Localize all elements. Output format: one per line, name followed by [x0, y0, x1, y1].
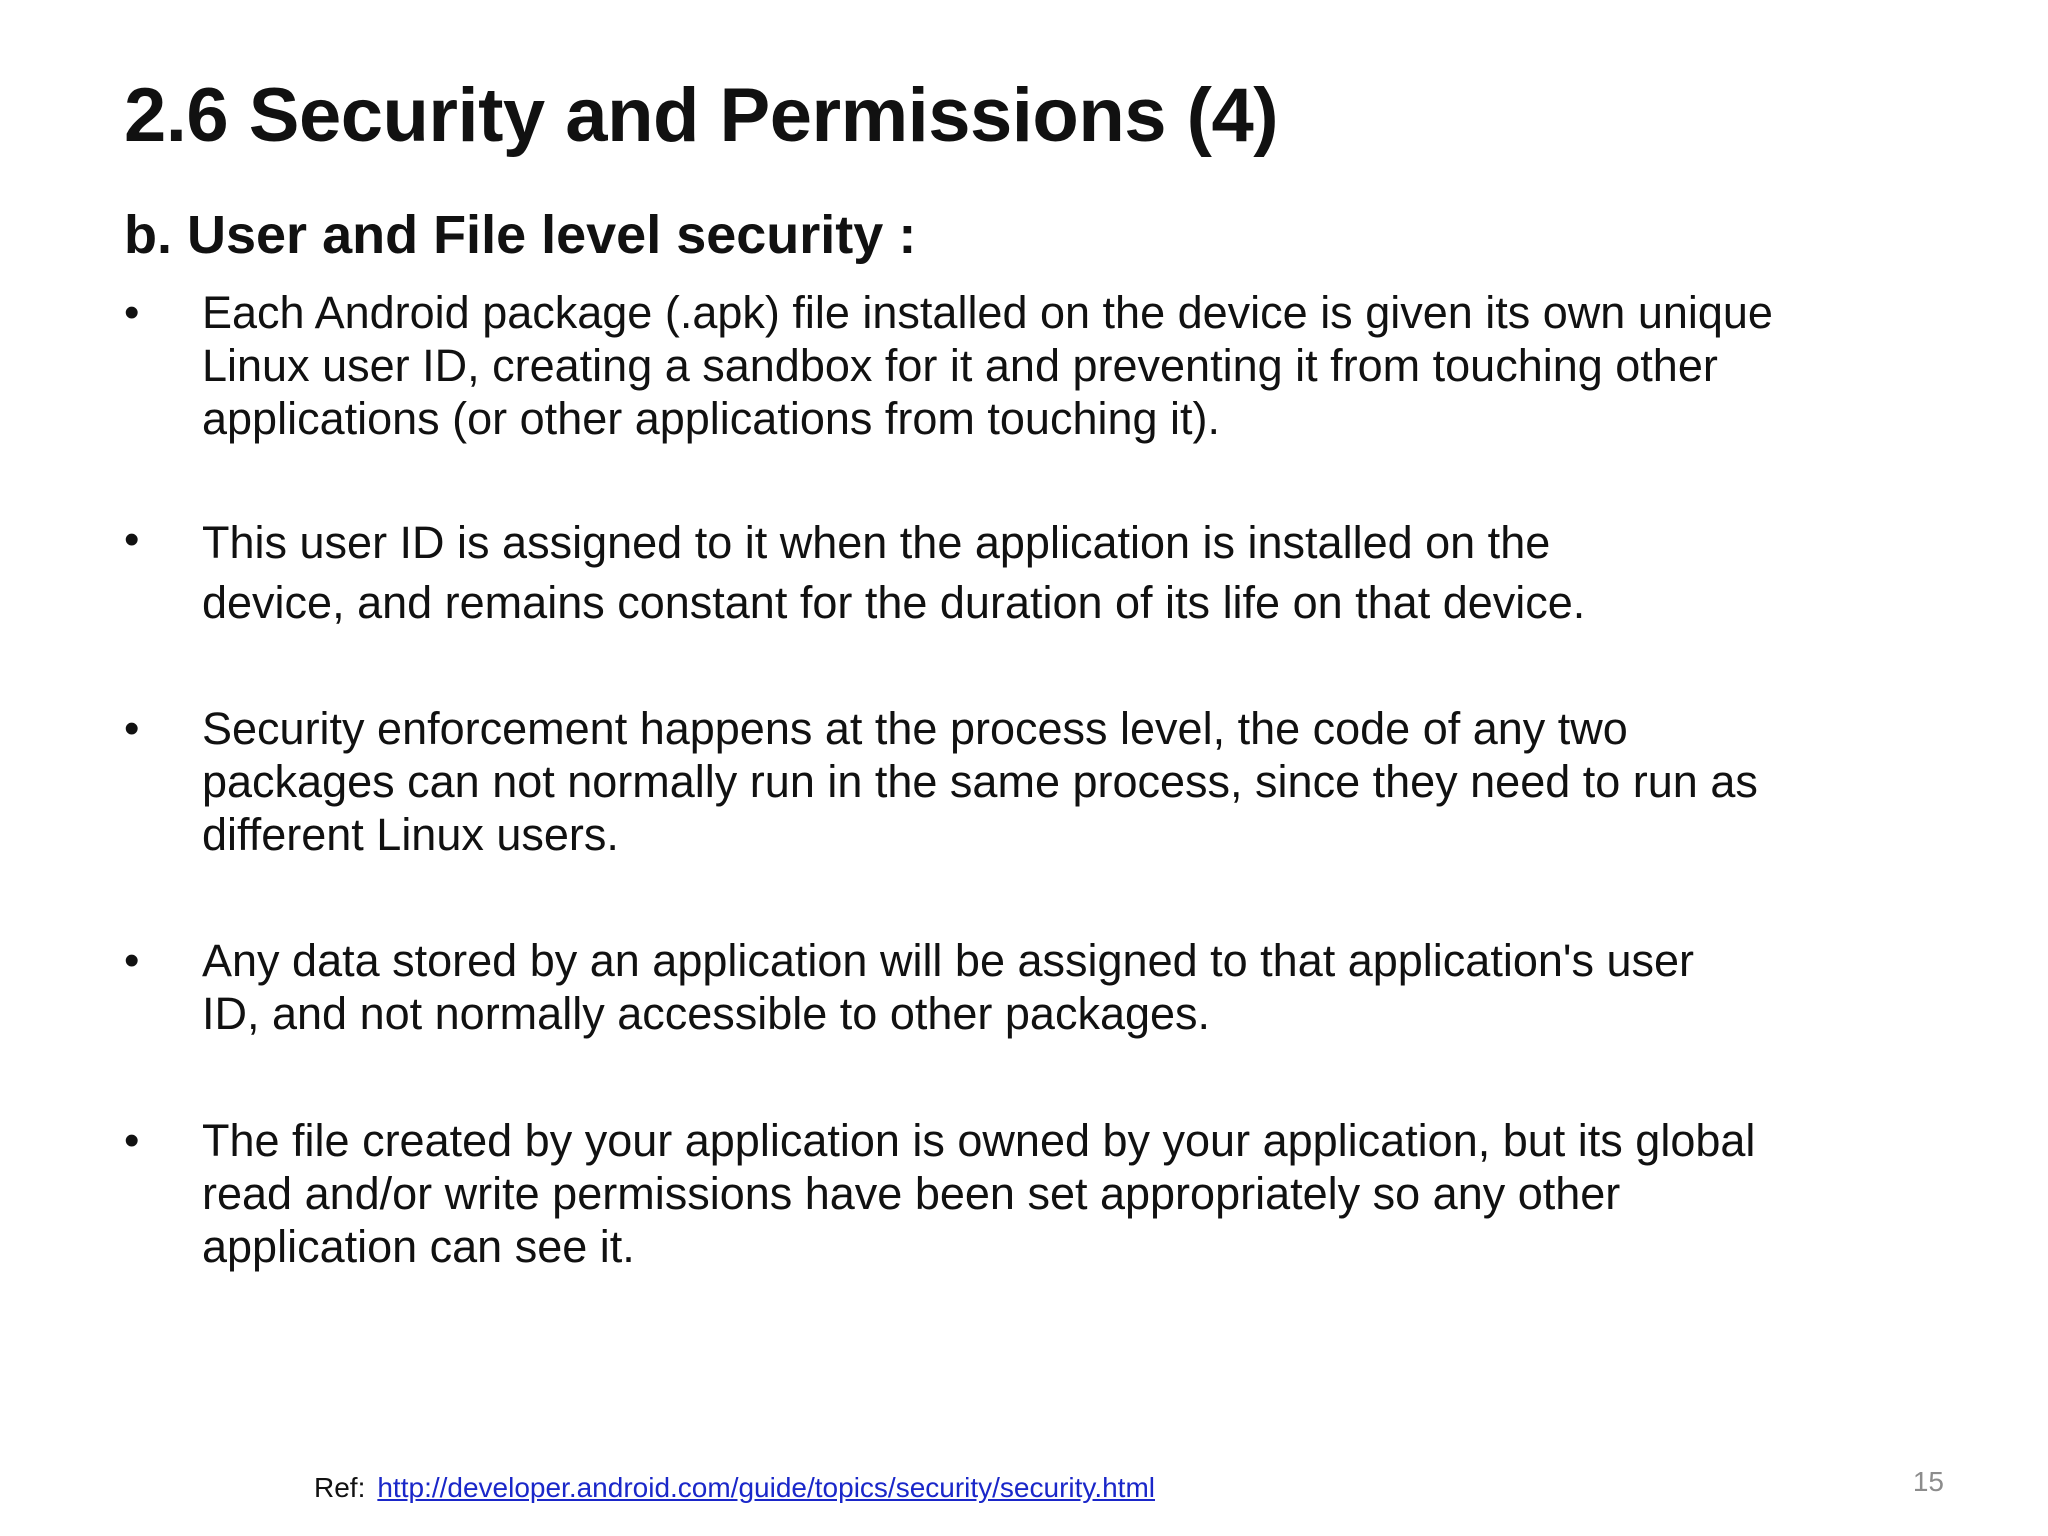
bullet-item: [124, 286, 1944, 445]
slide-subtitle: b. User and File level security :: [124, 205, 917, 265]
bullet-text: This user ID is assigned to it when the application is installed on the device, and remains constant for the duration of its life on that device.: [202, 517, 1586, 628]
bullet-item: [124, 934, 1944, 1040]
slide-title: 2.6 Security and Permissions (4): [124, 73, 1279, 158]
bullet-text: Each Android package (.apk) file installed on the device is given its own unique Linux user ID, creating a sandbox for it and preventing it from touching other applications (or other applications from touching it).: [202, 287, 1773, 444]
reference-link[interactable]: http://developer.android.com/guide/topics/security/security.html: [377, 1472, 1156, 1503]
bullet-text: The file created by your application is owned by your application, but its global read and/or write permissions have been set appropriately so any other application can see it.: [202, 1115, 1756, 1272]
bullet-item: [124, 1114, 1944, 1273]
bullet-icon: •: [124, 515, 140, 564]
bullet-text: Any data stored by an application will be assigned to that application's user ID, and not normally accessible to other packages.: [202, 935, 1695, 1039]
reference-label: Ref:: [314, 1472, 366, 1503]
bullet-icon: •: [124, 704, 140, 753]
bullet-icon: •: [124, 936, 140, 985]
reference: [314, 1472, 1155, 1504]
bullet-item: [124, 702, 1944, 861]
bullet-text: Security enforcement happens at the process level, the code of any two packages can not normally run in the same process, since they need to run as different Linux users.: [202, 703, 1758, 860]
bullet-icon: •: [124, 1116, 140, 1165]
page-number: 15: [1912, 1466, 1944, 1497]
bullet-icon: •: [124, 288, 140, 337]
bullet-item: [124, 513, 1944, 633]
